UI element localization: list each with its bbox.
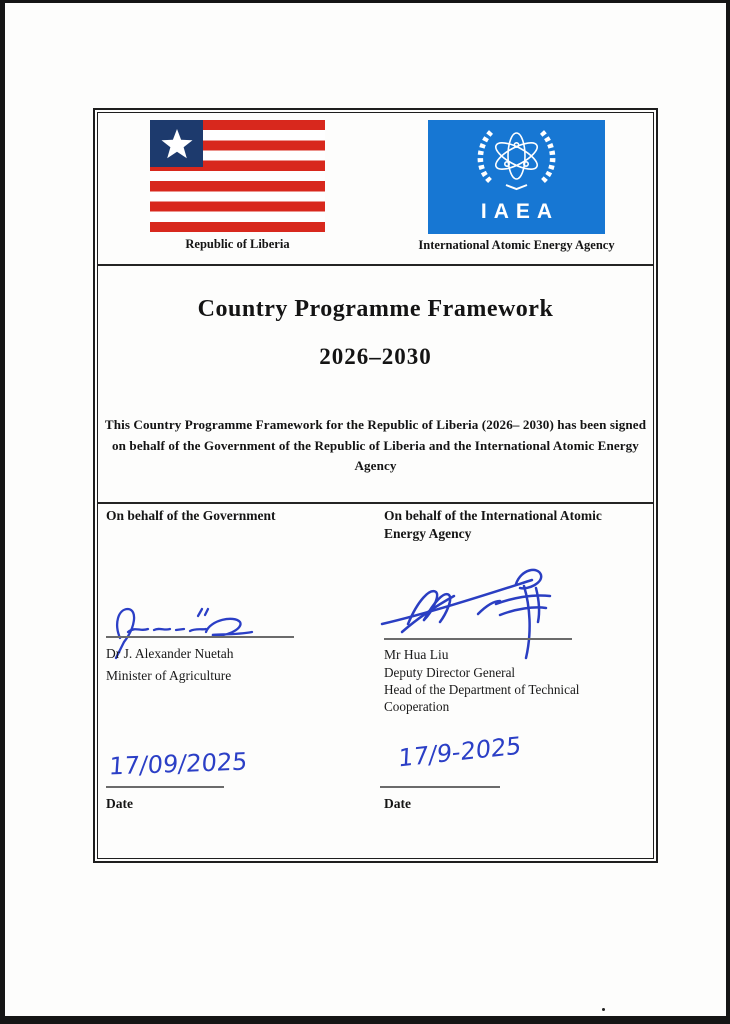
liberia-flag: [150, 120, 325, 232]
government-date-line: [106, 786, 224, 788]
scan-speck: [602, 1008, 605, 1011]
government-signatory-name: Dr J. Alexander Nuetah: [106, 646, 234, 661]
agency-signatory-block: [384, 646, 622, 715]
liberia-caption: Republic of Liberia: [185, 237, 290, 251]
document-inner-frame: [97, 112, 654, 859]
government-heading: On behalf of the Government: [106, 508, 276, 523]
liberia-star-icon: [160, 127, 194, 161]
agency-signature-line: [384, 638, 572, 640]
government-signatory-title: Minister of Agriculture: [106, 668, 232, 683]
liberia-block: [150, 120, 325, 264]
document-border-frame: [93, 108, 658, 863]
government-date-handwriting: 17/09/2025: [108, 747, 249, 781]
iaea-logo: [428, 120, 605, 234]
agency-date-label: Date: [384, 796, 411, 811]
iaea-caption: International Atomic Energy Agency: [418, 238, 615, 252]
signature-section: [98, 504, 653, 858]
agency-signatory-name: Mr Hua Liu: [384, 647, 449, 662]
government-date-label: Date: [106, 796, 133, 811]
paper-page: [5, 3, 726, 1016]
header-section: [98, 113, 653, 266]
iaea-caption-wrap: [418, 234, 615, 252]
iaea-block: [418, 120, 615, 264]
agency-date-line: [380, 786, 500, 788]
signing-statement: This Country Programme Framework for the Republic of Liberia (2026– 2030) has been signed on behalf of the Government of the Republic of Liberia and the International Atomic Energy Agency: [104, 417, 647, 474]
document-period: 2026–2030: [319, 344, 432, 369]
iaea-logo-text: IAEA: [480, 200, 560, 223]
agency-signatory-title-2: Head of the Department of Technical Cooperation: [384, 682, 580, 714]
agency-date-handwriting: 17/9-2025: [397, 731, 523, 773]
liberia-flag-canton: [150, 120, 203, 167]
agency-signatory-title-1: Deputy Director General: [384, 665, 516, 680]
document-title: Country Programme Framework: [197, 296, 554, 322]
title-section: [98, 266, 653, 504]
government-signatory-block: [106, 643, 233, 687]
government-signature-line: [106, 636, 294, 638]
agency-heading: On behalf of the International Atomic Energy Agency: [384, 508, 602, 541]
